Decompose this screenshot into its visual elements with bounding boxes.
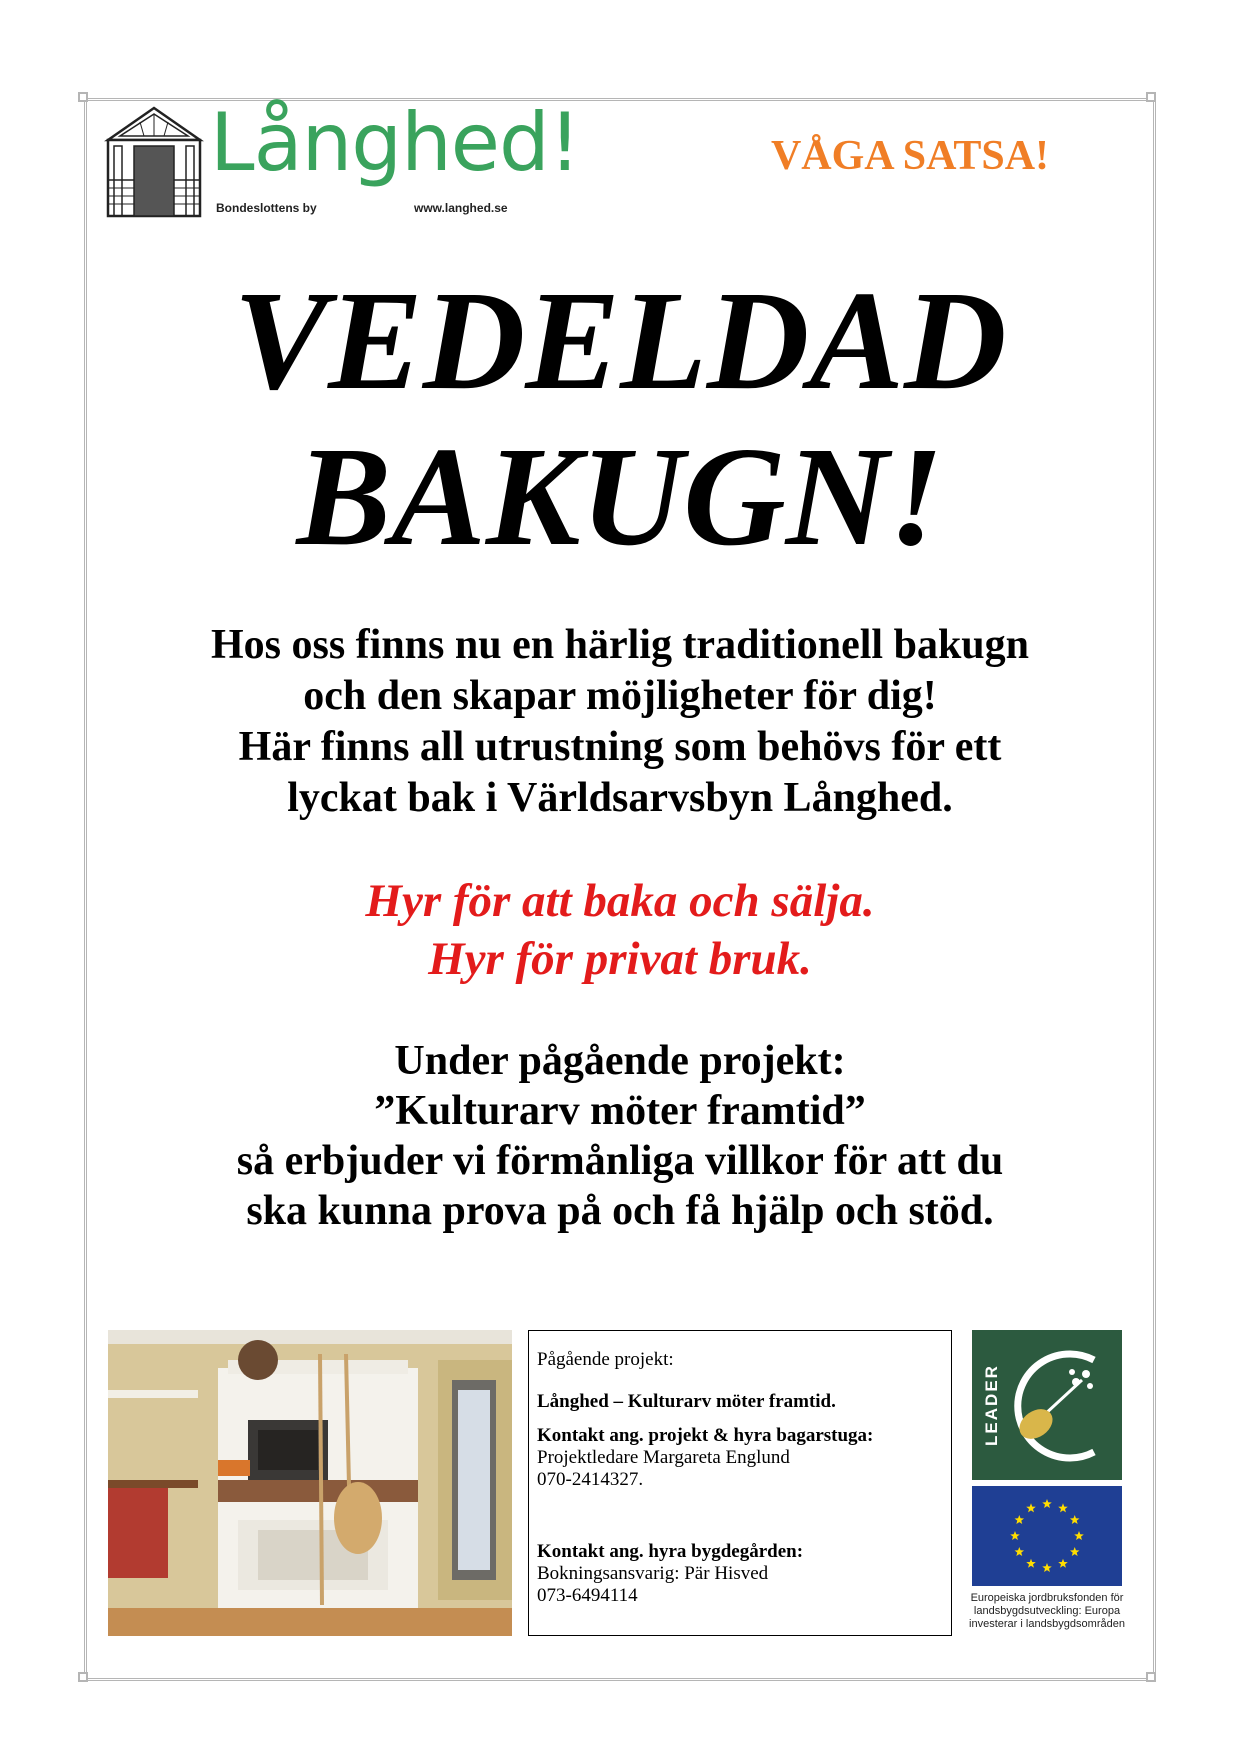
headline-line: BAKUGN! <box>296 417 944 575</box>
border-corner-ornament <box>1146 92 1156 102</box>
eu-flag-icon <box>972 1486 1122 1586</box>
contact-info-box <box>528 1330 952 1636</box>
border-corner-ornament <box>78 92 88 102</box>
info-contact2-name: Bokningsansvarig: Pär Hisved <box>537 1563 769 1584</box>
info-intro: Pågående projekt: <box>537 1349 674 1370</box>
headline <box>90 262 1150 574</box>
eu-star-icon <box>1026 1559 1036 1568</box>
leader-logo-text: LEADER <box>982 1364 1001 1446</box>
eu-star-icon <box>1042 1499 1052 1508</box>
project-line: ska kunna prova på och få hjälp och stöd. <box>246 1188 994 1234</box>
info-contact1-phone: 070-2414327. <box>537 1469 644 1490</box>
eu-star-icon <box>1015 1515 1025 1524</box>
lead-line: Hos oss finns nu en härlig traditionell bakugn <box>210 622 1030 668</box>
logo-url: www.langhed.se <box>414 201 508 215</box>
lead-paragraph <box>90 620 1150 824</box>
project-paragraph <box>90 1036 1150 1236</box>
eu-star-icon <box>1070 1515 1080 1524</box>
border-corner-ornament <box>78 1672 88 1682</box>
lead-line: lyckat bak i Världsarvsbyn Långhed. <box>287 775 953 821</box>
eu-star-icon <box>1042 1563 1052 1572</box>
project-line: ”Kulturarv möter framtid” <box>374 1088 866 1134</box>
offer-text <box>90 872 1150 988</box>
lead-line: och den skapar möjligheter för dig! <box>303 673 937 719</box>
logo-wordmark: Långhed! <box>210 96 580 189</box>
project-line: så erbjuder vi förmånliga villkor för att du <box>236 1138 1004 1184</box>
info-contact2-phone: 073-6494114 <box>537 1585 638 1606</box>
info-project-name: Långhed – Kulturarv möter framtid. <box>537 1391 836 1412</box>
info-contact1-heading: Kontakt ang. projekt & hyra bagarstuga: <box>537 1425 874 1446</box>
leader-logo <box>972 1330 1122 1480</box>
offer-line: Hyr för att baka och sälja. <box>365 875 875 927</box>
border-corner-ornament <box>1146 1672 1156 1682</box>
offer-line: Hyr för privat bruk. <box>428 933 812 985</box>
eu-star-icon <box>1058 1503 1068 1512</box>
lead-line: Här finns all utrustning som behövs för ett <box>238 724 1002 770</box>
bakery-oven-photo <box>108 1330 512 1636</box>
eu-star-icon <box>1010 1531 1020 1540</box>
eu-star-icon <box>1070 1547 1080 1556</box>
porch-icon <box>104 106 204 218</box>
eu-fund-caption: Europeiska jordbruksfonden för landsbygdsutveckling: Europa investerar i landsbygdsområden <box>969 1592 1125 1630</box>
info-contact2-heading: Kontakt ang. hyra bygdegården: <box>537 1541 804 1562</box>
info-contact1-name: Projektledare Margareta Englund <box>537 1447 790 1468</box>
headline-line: VEDELDAD <box>233 261 1007 419</box>
eu-star-icon <box>1074 1531 1084 1540</box>
leader-emblem-icon <box>1002 1340 1114 1470</box>
slogan: VÅGA SATSA! <box>770 133 1050 179</box>
eu-star-icon <box>1058 1559 1068 1568</box>
logo-tagline: Bondeslottens by <box>216 201 317 215</box>
eu-star-icon <box>1015 1547 1025 1556</box>
project-line: Under pågående projekt: <box>394 1038 846 1084</box>
langhed-logo <box>104 96 580 221</box>
eu-star-icon <box>1026 1503 1036 1512</box>
